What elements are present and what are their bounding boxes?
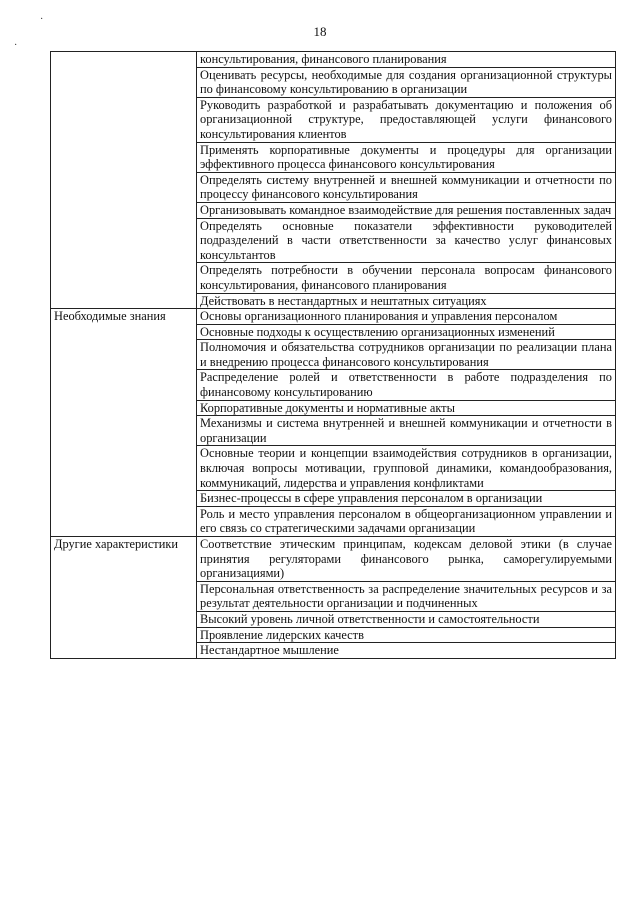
requirement-item: Распределение ролей и ответственности в работе подразделения по финансовому консультированию [197,370,616,400]
section-label: Другие характеристики [51,537,197,659]
table-row [51,309,616,325]
section-label [51,52,197,309]
scan-speck: · [14,40,18,51]
requirement-item: Определять систему внутренней и внешней коммуникации и отчетности по процессу финансового консультирования [197,172,616,202]
requirement-item: Персональная ответственность за распределение значительных ресурсов и за результат деятельности организации и подчиненных [197,581,616,611]
requirement-item: консультирования, финансового планирования [197,52,616,68]
table-row [51,537,616,582]
requirement-item: Роль и место управления персоналом в общеорганизационном управлении и его связь со стратегическими задачами организации [197,506,616,536]
requirement-item: Организовывать командное взаимодействие для решения поставленных задач [197,202,616,218]
page-number: 18 [313,24,327,39]
requirement-item: Руководить разработкой и разрабатывать документацию и положения об организационной структуре, предоставляющей услуги финансового консультирования клиентов [197,97,616,142]
labor-function-table [50,51,616,659]
requirement-item: Бизнес-процессы в сфере управления персоналом в организации [197,491,616,507]
requirement-item: Основные теории и концепции взаимодействия сотрудников в организации, включая вопросы мотивации, групповой динамики, командообразования, коммуникаций, лидерства и управления конфликтами [197,446,616,491]
requirement-item: Основы организационного планирования и управления персоналом [197,309,616,325]
requirement-item: Полномочия и обязательства сотрудников организации по реализации плана и внедрению процесса финансового консультирования [197,340,616,370]
requirement-item: Проявление лидерских качеств [197,627,616,643]
requirement-item: Основные подходы к осуществлению организационных изменений [197,324,616,340]
requirement-item: Высокий уровень личной ответственности и самостоятельности [197,611,616,627]
requirement-item: Применять корпоративные документы и процедуры для организации эффективного процесса финансового консультирования [197,142,616,172]
scan-speck: · [40,14,44,25]
requirement-item: Нестандартное мышление [197,643,616,659]
requirement-item: Соответствие этическим принципам, кодексам деловой этики (в случае принятия регуляторами финансового рынка, саморегулируемыми организациями) [197,537,616,582]
requirement-item: Механизмы и система внутренней и внешней коммуникации и отчетности в организации [197,416,616,446]
requirement-item: Корпоративные документы и нормативные акты [197,400,616,416]
requirement-item: Определять потребности в обучении персонала вопросам финансового консультирования, финансового планирования [197,263,616,293]
requirement-item: Действовать в нестандартных и нештатных ситуациях [197,293,616,309]
section-label: Необходимые знания [51,309,197,537]
requirement-item: Оценивать ресурсы, необходимые для создания организационной структуры по финансовому консультированию в организации [197,67,616,97]
table-row [51,52,616,68]
requirement-item: Определять основные показатели эффективности руководителей подразделений в части ответственности за качество услуг финансовых консультантов [197,218,616,263]
